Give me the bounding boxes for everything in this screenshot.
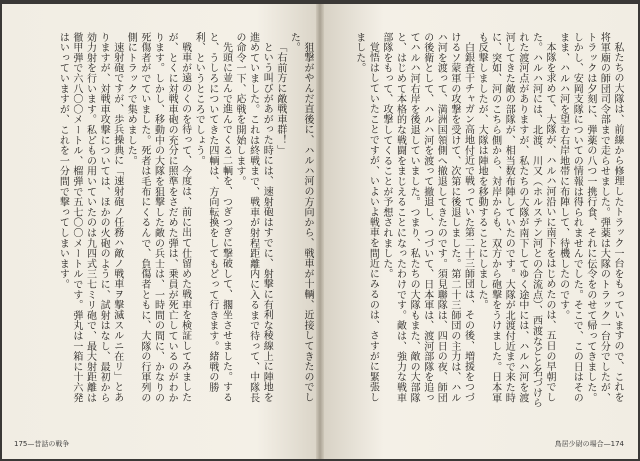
left-paragraph-4: 先頭に並んで進んでくる二輌を、つぎつぎに撃破して、擱坐させました。すると、うしろについてきた四輌は、方向転換をしてもどって行きます。緒戦の勝利、というところでしょう。 [193,32,232,403]
left-text-column [56,32,314,412]
right-paragraph-1: 私たちの大隊は、前線から修理したトラック一台をもっていますので、これを将軍廟の師団司令部まで走らせました。弾薬は大隊のトラック一台分でしたが、トラックは夕刻に、弾薬の八つ一携行食、それに伝令をのせて帰ってきました。しかし、安岡支隊についての情報は得られませんでした。そこで、この日はそのまま、ハルハ河を望む右岸地帯に布陣して、待機したのです。 [557,32,623,403]
right-page-footer: 鳥居少尉の場合—174 [554,440,624,448]
right-paragraph-2: 本隊を求めて、大隊が、ハルハ河沿いに南下をはじめたのは、五日の早朝でした。ハルハ河には、北渡、川又（ホルステン河との合流点）、西渡などと名づけられた渡河点がありますが、私たちの大隊が南下してゆく途中には、ハルハ河を渡河してきた敵の部隊が、相当数布陣していたのです。大隊が北渡付近まで来た時に、突如、河のこちら側から、対岸からも、双方から砲撃をうけました。日本軍も反撃しましたが、大隊は陣地を移動することにしました。 [476,32,556,409]
right-paragraph-3: 白銀査干チャガン高地付近で戦っていた第二十三師団は、その後、増援をつづけるソ蒙軍の攻撃を受けて、次第に後退しました。第二十三師団の主力は、ハルハ河を渡って、満洲国領側へ撤退してきたのです。須見聯隊は、四日の夜、師団の後衛として、ハルハ河を渡って撤退し、つづいて、日本軍は、渡河部隊を追ってハルハ河右岸を後退していました。つまり、私たちの大隊もまた、敵の大部隊と、はじめて本格的な戦闘をまじえることになったわけです。敵は、強力な戦車部隊をもって、攻撃してくることが予想されました。 [380,32,474,403]
left-paragraph-2: 「右前方に敵戦車群！」 [274,42,286,156]
left-page [2,4,320,459]
right-page [320,4,638,459]
left-page-footer: 175—昔話の戦争 [14,440,70,448]
right-text-column [352,32,624,412]
right-page-text [332,32,624,412]
left-page-text [22,32,314,412]
left-paragraph-6: 速射砲ですが、歩兵操典に「速射砲ノ任務ハ敵ノ戦車ヲ撃滅スルニ在リ」とありますが、対戦車攻撃については、ほかの火砲のように、試射はなし、最初から効力射を行います。私どもの用いていたのは九四式三七ミリ砲で、最大射距離は徹甲弾で六八〇〇メートル、榴弾で五七〇〇メートルです。弾丸は一箱に十六発はいっていますが、これを一分間で撃ってしまいます。 [57,32,123,403]
right-paragraph-4: 覚悟はしていたことですが、いよいよ戦車を間近にみるのは、さすがに緊張しました。 [353,32,379,403]
left-paragraph-1: 狙撃がやんだ直後に、ハルハ河の方向から、戦車が十輌、近接してきたのでした。 [288,32,313,403]
left-paragraph-5: 戦車が遠のくのを待って、今度は、前に出て仕留めた戦車を検証してみましたが、とくに対戦車砲の充分に照準をさだめた弾は、乗員が死亡しているのがわかります。しかし、移動中の大隊を狙撃した敵の兵士は、一時間の間に、かなりの死傷者がでていました。死者は毛布にくるんで、負傷者ともに、大隊の行軍列の側にトラックで集めました。 [125,32,191,403]
left-paragraph-3: という叫びがあがった時には、速射砲はすでに、射撃に有利な稜線上に陣地を進めていました。これは終戦まで、戦車が射程距離内に入るまで待って、中隊長の命令一下、応戦を開始します。 [234,32,273,403]
book-gutter [316,4,324,459]
